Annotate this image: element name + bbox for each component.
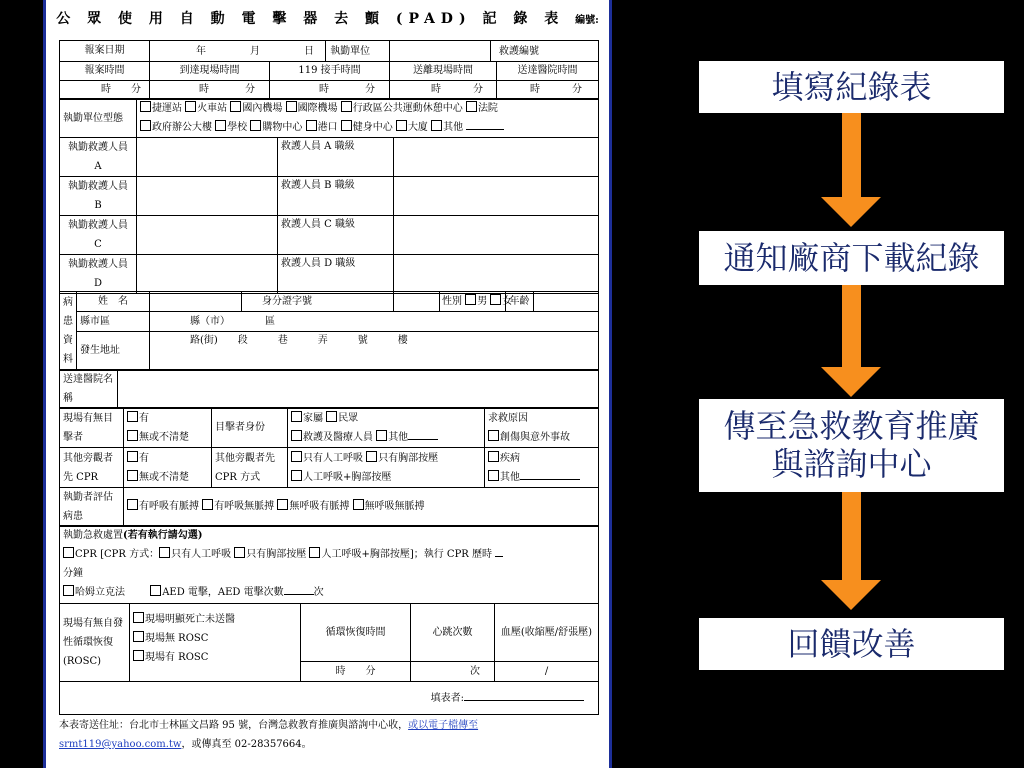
cpr-duration-field[interactable] <box>495 545 503 557</box>
report-date-label: 報案日期 <box>60 41 150 62</box>
hospital-arrive-time-label: 送達醫院時間 <box>497 62 599 81</box>
footer-address: 本表寄送住址：台北市士林區文昌路 95 號，台灣急救教育推廣與諮詢中心收， <box>59 720 409 731</box>
medical-label: 救護及醫療人員 <box>303 431 373 443</box>
bystander-unsure-checkbox[interactable] <box>127 470 138 481</box>
witness-yes-checkbox[interactable] <box>127 411 138 422</box>
flow-arrow-down-icon <box>821 492 881 610</box>
bystander-cpr-options <box>124 448 212 488</box>
rescue-no-field[interactable] <box>390 41 599 62</box>
filler-field[interactable] <box>464 689 584 701</box>
family-label: 家屬 <box>303 412 323 424</box>
unit-type-b-checkbox-2[interactable] <box>250 120 261 131</box>
aed-checkbox[interactable] <box>150 585 161 596</box>
unit-type-a-label-3: 國際機場 <box>297 103 338 114</box>
sex-label: 性別 <box>442 295 462 307</box>
time-cell[interactable]: 時 分 <box>270 81 390 100</box>
staff-d-field[interactable] <box>137 255 278 294</box>
cpr-breath-label: 只有人工呼吸 <box>171 549 232 560</box>
rosc-options <box>130 604 301 682</box>
bystander-yes-label: 有 <box>139 452 149 464</box>
unit-type-a-label-4: 行政區公共運動休憩中心 <box>352 103 463 114</box>
has-rosc-label: 現場有 ROSC <box>145 652 209 663</box>
unit-type-a-label-5: 法院 <box>477 103 498 114</box>
unit-type-a-checkbox-2[interactable] <box>230 101 241 112</box>
staff-a-grade-field[interactable] <box>394 138 599 177</box>
nobreath-pulse-label: 無呼吸有脈搏 <box>289 501 350 512</box>
nobreath-nopulse-label: 無呼吸無脈搏 <box>364 501 425 512</box>
unit-type-b-checkbox-5[interactable] <box>396 120 407 131</box>
trauma-label: 創傷與意外事故 <box>500 431 570 443</box>
staff-a-label: 執勤救護人員 A <box>60 138 137 177</box>
aed-times-label: 次 <box>313 587 324 598</box>
patient-name-field[interactable] <box>150 292 242 312</box>
cpr-label: CPR [CPR 方式： <box>75 549 160 560</box>
treatment-table <box>59 525 599 604</box>
disease-checkbox[interactable] <box>488 451 499 462</box>
heart-rate-label: 心跳次數 <box>411 604 495 662</box>
unit-other-field[interactable] <box>466 118 504 130</box>
footer-note <box>59 716 598 754</box>
address-field[interactable]: 路(街) 段 巷 弄 號 樓 <box>150 332 599 371</box>
day-label: 日 <box>304 45 314 57</box>
staff-d-grade-label: 救護人員 D 職級 <box>278 255 394 294</box>
flow-step-fill-form: 填寫紀錄表 <box>699 61 1004 113</box>
cause-more-cell <box>485 448 599 488</box>
hospital-field[interactable] <box>118 370 599 409</box>
unit-type-b-checkbox-6[interactable] <box>431 120 442 131</box>
breath-nopulse-label: 有呼吸無脈搏 <box>214 501 275 512</box>
witness-unsure-label: 無或不清楚 <box>139 431 189 443</box>
staff-c-grade-field[interactable] <box>394 216 599 255</box>
address-label: 發生地址 <box>77 332 150 371</box>
breath-only-checkbox[interactable] <box>291 451 302 462</box>
cause-other-field[interactable] <box>520 468 580 480</box>
cpr-compress-label: 只有胸部按壓 <box>246 549 307 560</box>
staff-d-label: 執勤救護人員 D <box>60 255 137 294</box>
staff-b-grade-field[interactable] <box>394 177 599 216</box>
obvious-death-checkbox[interactable] <box>133 612 144 623</box>
medical-checkbox[interactable] <box>291 430 302 441</box>
bystander-yes-checkbox[interactable] <box>127 451 138 462</box>
hospital-table <box>59 369 599 409</box>
blood-pressure-label: 血壓(收縮壓/舒張壓) <box>495 604 599 662</box>
witness-yes-label: 有 <box>139 412 149 424</box>
breath-compress-label: 人工呼吸+胸部按壓 <box>303 471 392 483</box>
breath-compress-checkbox[interactable] <box>291 470 302 481</box>
unit-type-b-label-1: 學校 <box>227 122 248 133</box>
breath-pulse-checkbox[interactable] <box>127 499 138 510</box>
witness-options <box>124 408 212 448</box>
county-label: 縣市區 <box>77 312 150 332</box>
unit-type-a-checkbox-3[interactable] <box>286 101 297 112</box>
nobreath-pulse-checkbox[interactable] <box>277 499 288 510</box>
time-cell[interactable]: 時 分 <box>497 81 599 100</box>
unit-type-b-checkbox-1[interactable] <box>215 120 226 131</box>
call-cause-cell <box>485 408 599 448</box>
public-checkbox[interactable] <box>326 411 337 422</box>
rosc-time-field[interactable]: 時 分 <box>301 662 411 682</box>
handover-time-label: 119 接手時間 <box>270 62 390 81</box>
filler-table <box>59 681 599 715</box>
heimlich-label: 哈姆立克法 <box>75 587 125 598</box>
breath-only-label: 只有人工呼吸 <box>303 452 363 464</box>
aed-count-field[interactable] <box>284 583 314 595</box>
call-cause-label: 求救原因 <box>488 412 528 424</box>
cpr-checkbox[interactable] <box>63 547 74 558</box>
minutes-label: 分鐘 <box>63 568 83 579</box>
time-cell[interactable]: 時 分 <box>150 81 270 100</box>
trauma-checkbox[interactable] <box>488 430 499 441</box>
patient-name-label: 姓 名 <box>77 292 150 312</box>
filler-label: 填表者: <box>430 692 464 704</box>
cause-other-label: 其他 <box>500 471 520 483</box>
bystander-method-label: 其他旁觀者先 CPR 方式 <box>212 448 288 488</box>
time-cell[interactable]: 時 分 <box>390 81 497 100</box>
unit-type-line1 <box>140 103 498 114</box>
witness-identity-options <box>288 408 485 448</box>
cpr-compress-checkbox[interactable] <box>234 547 245 558</box>
cpr-both-checkbox[interactable] <box>309 547 320 558</box>
staff-a-grade-label: 救護人員 A 職級 <box>278 138 394 177</box>
cpr-breath-checkbox[interactable] <box>159 547 170 558</box>
flow-arrow-down-icon <box>821 285 881 397</box>
age-field[interactable] <box>534 292 599 312</box>
assess-options <box>124 488 599 527</box>
witness-identity-label: 目擊者身份 <box>212 408 288 448</box>
cpr-duration-label: ]；執行 CPR 歷時 <box>409 549 493 560</box>
rescue-no-label: 救護編號 <box>499 45 539 57</box>
rosc-table <box>59 603 599 682</box>
assess-label: 執勤者評估病患 <box>60 488 124 527</box>
unit-staff-table <box>59 98 599 294</box>
unit-type-b-checkbox-4[interactable] <box>341 120 352 131</box>
arrive-time-label: 到達現場時間 <box>150 62 270 81</box>
year-label: 年 <box>196 45 206 57</box>
unit-type-b-label-5: 大廈 <box>407 122 428 133</box>
nobreath-nopulse-checkbox[interactable] <box>353 499 364 510</box>
identity-other-checkbox[interactable] <box>376 430 387 441</box>
flow-arrow-down-icon <box>821 113 881 227</box>
obvious-death-label: 現場明顯死亡未送醫 <box>145 614 235 625</box>
unit-type-b-checkbox-3[interactable] <box>306 120 317 131</box>
footer-fax: ，或傳真至 02-28357664。 <box>181 739 312 750</box>
form-title-text: 公 眾 使 用 自 動 電 擊 器 去 顫 (PAD) 記 錄 表 <box>56 11 565 27</box>
treatment-title: 執勤急救處置 <box>63 530 123 541</box>
unit-type-a-checkbox-1[interactable] <box>185 101 196 112</box>
unit-type-b-label-4: 健身中心 <box>352 122 393 133</box>
id-no-label: 身分證字號 <box>242 292 394 312</box>
staff-c-grade-label: 救護人員 C 職級 <box>278 216 394 255</box>
cpr-both-label: 人工呼吸+胸部按壓 <box>321 549 410 560</box>
has-rosc-checkbox[interactable] <box>133 650 144 661</box>
footer-email-link[interactable]: srmt119@yahoo.com.tw <box>59 739 182 750</box>
footer-email-link-text[interactable]: 或以電子檔傳至 <box>408 720 479 731</box>
pad-record-form <box>43 0 612 768</box>
unit-type-a-checkbox-0[interactable] <box>140 101 151 112</box>
age-label: 年齡 <box>506 292 534 312</box>
unit-type-a-label-0: 捷運站 <box>152 103 182 114</box>
heimlich-checkbox[interactable] <box>63 585 74 596</box>
unit-type-b-checkbox-0[interactable] <box>140 120 151 131</box>
hospital-label: 送達醫院名稱 <box>60 370 118 409</box>
unit-type-b-label-2: 購物中心 <box>262 122 303 133</box>
report-date-field[interactable] <box>150 41 390 62</box>
rosc-label: 現場有無自發性循環恢復(ROSC) <box>60 604 130 682</box>
staff-b-label: 執勤救護人員 B <box>60 177 137 216</box>
female-checkbox[interactable] <box>490 294 501 305</box>
identity-other-label: 其他 <box>388 431 409 443</box>
time-cell[interactable]: 時 分 <box>60 81 150 100</box>
staff-c-field[interactable] <box>137 216 278 255</box>
flow-step-notify-vendor: 通知廠商下載紀錄 <box>699 231 1004 285</box>
breath-pulse-label: 有呼吸有脈搏 <box>139 501 199 512</box>
unit-type-a-checkbox-4[interactable] <box>341 101 352 112</box>
treatment-cell <box>60 526 599 604</box>
witness-unsure-checkbox[interactable] <box>127 430 138 441</box>
bystander-method-options <box>288 448 485 488</box>
male-checkbox[interactable] <box>465 294 476 305</box>
unit-type-b-label-6: 其他 <box>443 122 464 133</box>
unit-type-line2 <box>140 122 466 133</box>
filler-cell <box>60 682 599 715</box>
identity-other-field[interactable] <box>408 428 438 440</box>
bystander-unsure-label: 無或不清楚 <box>139 471 189 483</box>
serial-number-label: 編號: <box>575 15 599 26</box>
rosc-time-label: 循環恢復時間 <box>301 604 411 662</box>
id-no-field[interactable] <box>394 292 440 312</box>
unit-type-b-label-3: 港口 <box>317 122 338 133</box>
heart-rate-field[interactable]: 次 <box>411 662 495 682</box>
staff-b-field[interactable] <box>137 177 278 216</box>
bystander-cpr-label: 其他旁觀者先 CPR <box>60 448 124 488</box>
disease-label: 疾病 <box>500 452 520 464</box>
cause-other-checkbox[interactable] <box>488 470 499 481</box>
no-rosc-label: 現場無 ROSC <box>145 633 209 644</box>
flow-step-feedback: 回饋改善 <box>699 618 1004 670</box>
form-title <box>46 8 609 32</box>
patient-section-label: 病患資料 <box>60 292 77 371</box>
unit-type-a-checkbox-5[interactable] <box>466 101 477 112</box>
female-label: 女 <box>502 295 513 307</box>
compress-only-checkbox[interactable] <box>366 451 377 462</box>
no-rosc-checkbox[interactable] <box>133 631 144 642</box>
family-checkbox[interactable] <box>291 411 302 422</box>
staff-c-label: 執勤救護人員 C <box>60 216 137 255</box>
patient-table <box>59 291 599 371</box>
breath-nopulse-checkbox[interactable] <box>202 499 213 510</box>
leave-time-label: 送離現場時間 <box>390 62 497 81</box>
public-label: 民眾 <box>338 412 359 424</box>
compress-only-label: 只有胸部按壓 <box>378 452 439 464</box>
sex-field[interactable] <box>440 292 513 312</box>
witness-label: 現場有無目擊者 <box>60 408 124 448</box>
flow-step-send-center: 傳至急救教育推廣與諮詢中心 <box>699 399 1004 492</box>
aed-label: AED 電擊，AED 電擊次數 <box>162 587 284 598</box>
county-field[interactable]: 縣（市） 區 <box>150 312 599 332</box>
unit-type-label: 執勤單位型態 <box>60 99 137 138</box>
unit-label: 執勤單位 <box>330 45 371 57</box>
report-info-table <box>59 40 599 100</box>
month-label: 月 <box>250 45 260 57</box>
staff-b-grade-label: 救護人員 B 職級 <box>278 177 394 216</box>
process-flow <box>690 0 1010 768</box>
blood-pressure-field[interactable]: / <box>495 662 599 682</box>
staff-d-grade-field[interactable] <box>394 255 599 294</box>
witness-table <box>59 407 599 488</box>
report-time-label: 報案時間 <box>60 62 150 81</box>
assess-table <box>59 487 599 527</box>
treatment-hint: (若有執行請勾選) <box>123 530 203 541</box>
unit-type-a-label-2: 國內機場 <box>242 103 283 114</box>
staff-a-field[interactable] <box>137 138 278 177</box>
unit-type-b-label-0: 政府辦公大樓 <box>152 122 212 133</box>
male-label: 男 <box>477 295 488 307</box>
unit-type-options <box>137 99 599 138</box>
unit-type-a-label-1: 火車站 <box>197 103 228 114</box>
